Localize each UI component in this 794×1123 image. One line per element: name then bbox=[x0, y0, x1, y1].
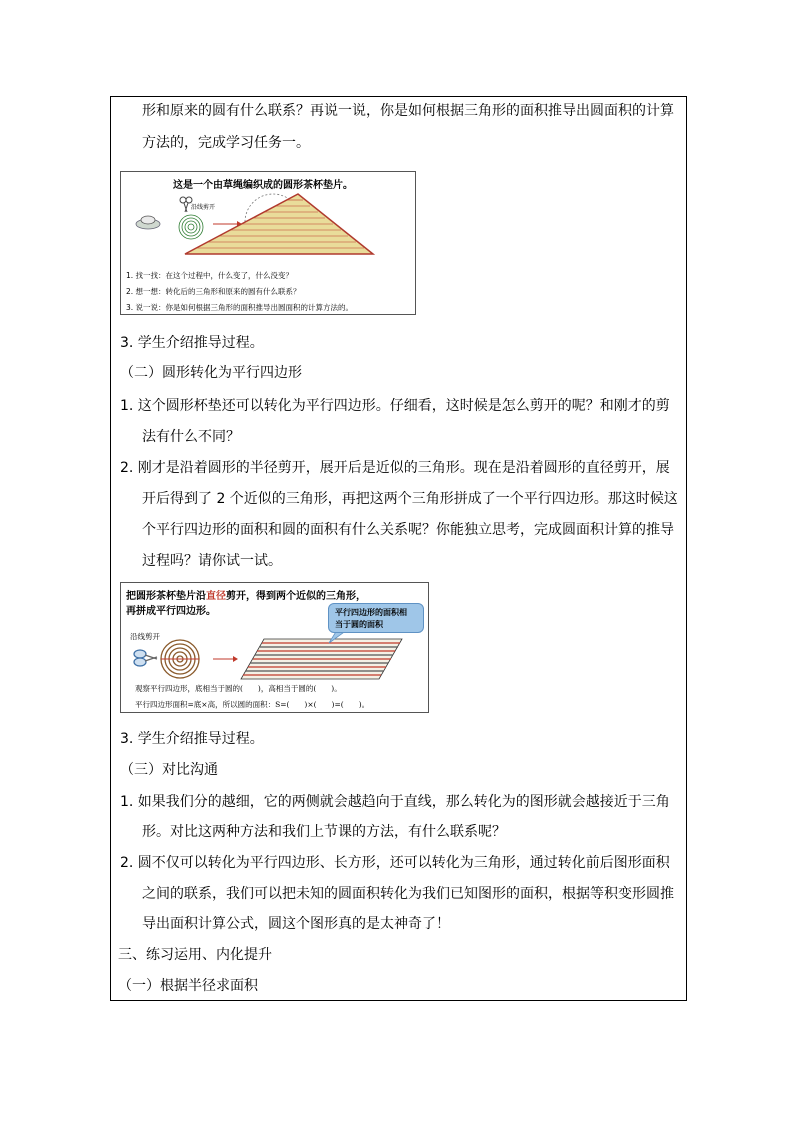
paragraph-line: 个平行四边形的面积和圆的面积有什么关系呢？你能独立思考，完成圆面积计算的推导 bbox=[142, 522, 674, 538]
section-heading: （一）根据半径求面积 bbox=[118, 978, 258, 994]
section-heading: （三）对比沟通 bbox=[120, 762, 218, 778]
figure2-title-line1 bbox=[126, 587, 366, 602]
figure-triangle-transform bbox=[120, 171, 416, 315]
figure-parallelogram-transform bbox=[120, 582, 429, 713]
paragraph-line: 导出面积计算公式，圆这个图形真的是太神奇了！ bbox=[142, 916, 450, 932]
paragraph-line: 开后得到了 2 个近似的三角形，再把这两个三角形拼成了一个平行四边形。那这时候这 bbox=[142, 491, 678, 507]
figure2-title-line2: 再拼成平行四边形。 bbox=[126, 606, 216, 617]
figure1-question-1: 1. 找一找：在这个过程中，什么变了，什么没变？ bbox=[126, 271, 294, 280]
figure2-title-part-b: 剪开，得到两个近似的三角形， bbox=[226, 591, 366, 602]
paragraph-line: 之间的联系，我们可以把未知的圆面积转化为我们已知图形的面积，根据等积变形圆推 bbox=[142, 886, 674, 902]
paragraph-line: 2. 刚才是沿着圆形的半径剪开，展开后是近似的三角形。现在是沿着圆形的直径剪开，展 bbox=[120, 460, 670, 476]
figure2-observe-text: 观察平行四边形，底相当于圆的( )，高相当于圆的( )。 bbox=[135, 684, 342, 693]
section-heading: （二）圆形转化为平行四边形 bbox=[120, 365, 302, 381]
paragraph-line: 过程吗？请你试一试。 bbox=[142, 553, 282, 569]
figure2-title-emphasis: 直径 bbox=[206, 591, 226, 602]
paragraph-line: 1. 这个圆形杯垫还可以转化为平行四边形。仔细看，这时候是怎么剪开的呢？和刚才的剪 bbox=[120, 398, 670, 414]
paragraph-line: 1. 如果我们分的越细，它的两侧就会越趋向于直线，那么转化为的图形就会越接近于三角 bbox=[120, 794, 670, 810]
figure2-formula-text: 平行四边形面积=底×高，所以圆的面积：S=( )×( )=( )。 bbox=[135, 700, 370, 709]
section-heading: 三、练习运用、内化提升 bbox=[118, 947, 272, 963]
figure1-question-2: 2. 想一想：转化后的三角形和原来的圆有什么联系？ bbox=[126, 287, 301, 296]
paragraph-line: 方法的，完成学习任务一。 bbox=[142, 135, 310, 151]
paragraph-line: 法有什么不同？ bbox=[142, 429, 240, 445]
figure2-bubble-line1: 平行四边形的面积相 bbox=[335, 607, 407, 617]
figure1-cut-label: 沿线剪开 bbox=[191, 204, 216, 211]
paragraph-line: 2. 圆不仅可以转化为平行四边形、长方形，还可以转化为三角形，通过转化前后图形面积 bbox=[120, 855, 670, 871]
paragraph-line: 形。对比这两种方法和我们上节课的方法，有什么联系呢？ bbox=[142, 824, 506, 840]
paragraph-line: 3. 学生介绍推导过程。 bbox=[120, 731, 264, 747]
figure1-question-3: 3. 说一说：你是如何根据三角形的面积推导出圆面积的计算方法的。 bbox=[126, 303, 354, 312]
figure2-bubble-line2: 当于圆的面积 bbox=[335, 619, 383, 629]
figure2-callout-bubble bbox=[328, 603, 424, 633]
paragraph-line: 形和原来的圆有什么联系？再说一说，你是如何根据三角形的面积推导出圆面积的计算 bbox=[142, 103, 674, 119]
figure2-title-part-a: 把圆形茶杯垫片沿 bbox=[126, 591, 206, 602]
figure2-cut-label: 沿线剪开 bbox=[130, 632, 160, 641]
figure1-title: 这是一个由草绳编织成的圆形茶杯垫片。 bbox=[173, 180, 353, 191]
paragraph-line: 3. 学生介绍推导过程。 bbox=[120, 335, 264, 351]
